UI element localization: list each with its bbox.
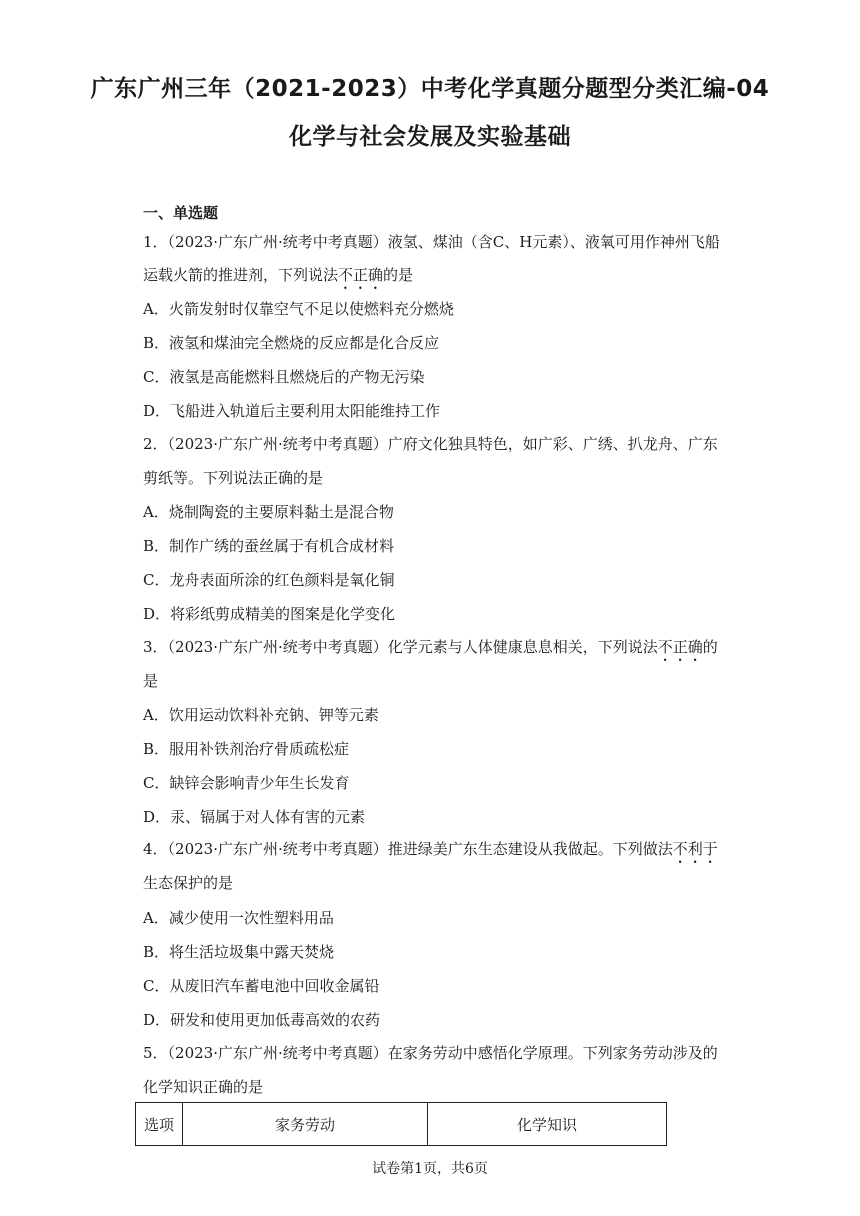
section-heading: 一、单选题 xyxy=(143,204,219,222)
q3-option-c: C．缺锌会影响青少年生长发育 xyxy=(143,774,350,792)
q2-option-d: D．将彩纸剪成精美的图案是化学变化 xyxy=(143,605,396,623)
q2-option-c: C．龙舟表面所涂的红色颜料是氧化铜 xyxy=(143,571,395,589)
q3-option-d: D．汞、镉属于对人体有害的元素 xyxy=(143,808,366,826)
q3-option-b: B．服用补铁剂治疗骨质疏松症 xyxy=(143,740,350,758)
q1-option-d: D．飞船进入轨道后主要利用太阳能维持工作 xyxy=(143,402,441,420)
q4-option-b: B．将生活垃圾集中露天焚烧 xyxy=(143,943,335,961)
q5-stem-line1: 5．（2023·广东广州·统考中考真题）在家务劳动中感悟化学原理。下列家务劳动涉及的 xyxy=(143,1044,718,1062)
q1-option-a: A．火箭发射时仅靠空气不足以使燃料充分燃烧 xyxy=(143,300,454,318)
q4-option-d: D．研发和使用更加低毒高效的农药 xyxy=(143,1011,381,1029)
q4-option-a: A．减少使用一次性塑料用品 xyxy=(143,909,334,927)
q4-stem-line2: 生态保护的是 xyxy=(143,874,234,892)
q4-emphasis: 不利于 xyxy=(672,840,718,858)
table-header-knowledge: 化学知识 xyxy=(428,1103,667,1146)
q4-option-c: C．从废旧汽车蓄电池中回收金属铅 xyxy=(143,977,380,995)
q1-option-b: B．液氢和煤油完全燃烧的反应都是化合反应 xyxy=(143,334,440,352)
q2-option-a: A．烧制陶瓷的主要原料黏土是混合物 xyxy=(143,503,394,521)
table-header-housework: 家务劳动 xyxy=(183,1103,428,1146)
q3-option-a: A．饮用运动饮料补充钠、钾等元素 xyxy=(143,706,379,724)
table-header-option: 选项 xyxy=(136,1103,183,1146)
q2-stem-line1: 2．（2023·广东广州·统考中考真题）广府文化独具特色，如广彩、广绣、扒龙舟、广东 xyxy=(143,435,718,453)
q3-emphasis: 不正确 xyxy=(657,638,703,656)
q3-stem-line2: 是 xyxy=(143,672,159,690)
table-header-row xyxy=(136,1103,667,1146)
q1-option-c: C．液氢是高能燃料且燃烧后的产物无污染 xyxy=(143,368,425,386)
q5-table xyxy=(135,1102,667,1146)
doc-title-line2: 化学与社会发展及实验基础 xyxy=(289,124,571,150)
q4-stem-line1: 4．（2023·广东广州·统考中考真题）推进绿美广东生态建设从我做起。下列做法不利于 xyxy=(143,840,718,858)
q1-stem-line1: 1．（2023·广东广州·统考中考真题）液氢、煤油（含C、H元素）、液氧可用作神州飞船 xyxy=(143,233,720,251)
q1-emphasis: 不正确 xyxy=(338,266,384,284)
q2-option-b: B．制作广绣的蚕丝属于有机合成材料 xyxy=(143,537,395,555)
q1-stem-line2: 运载火箭的推进剂，下列说法不正确的是 xyxy=(143,266,414,284)
page-footer: 试卷第1页，共6页 xyxy=(372,1161,488,1177)
q3-stem-line1: 3．（2023·广东广州·统考中考真题）化学元素与人体健康息息相关，下列说法不正确的 xyxy=(143,638,718,656)
q2-stem-line2: 剪纸等。下列说法正确的是 xyxy=(143,469,324,487)
doc-title-line1: 广东广州三年（2021-2023）中考化学真题分题型分类汇编-04 xyxy=(90,76,770,102)
q5-stem-line2: 化学知识正确的是 xyxy=(143,1078,264,1096)
